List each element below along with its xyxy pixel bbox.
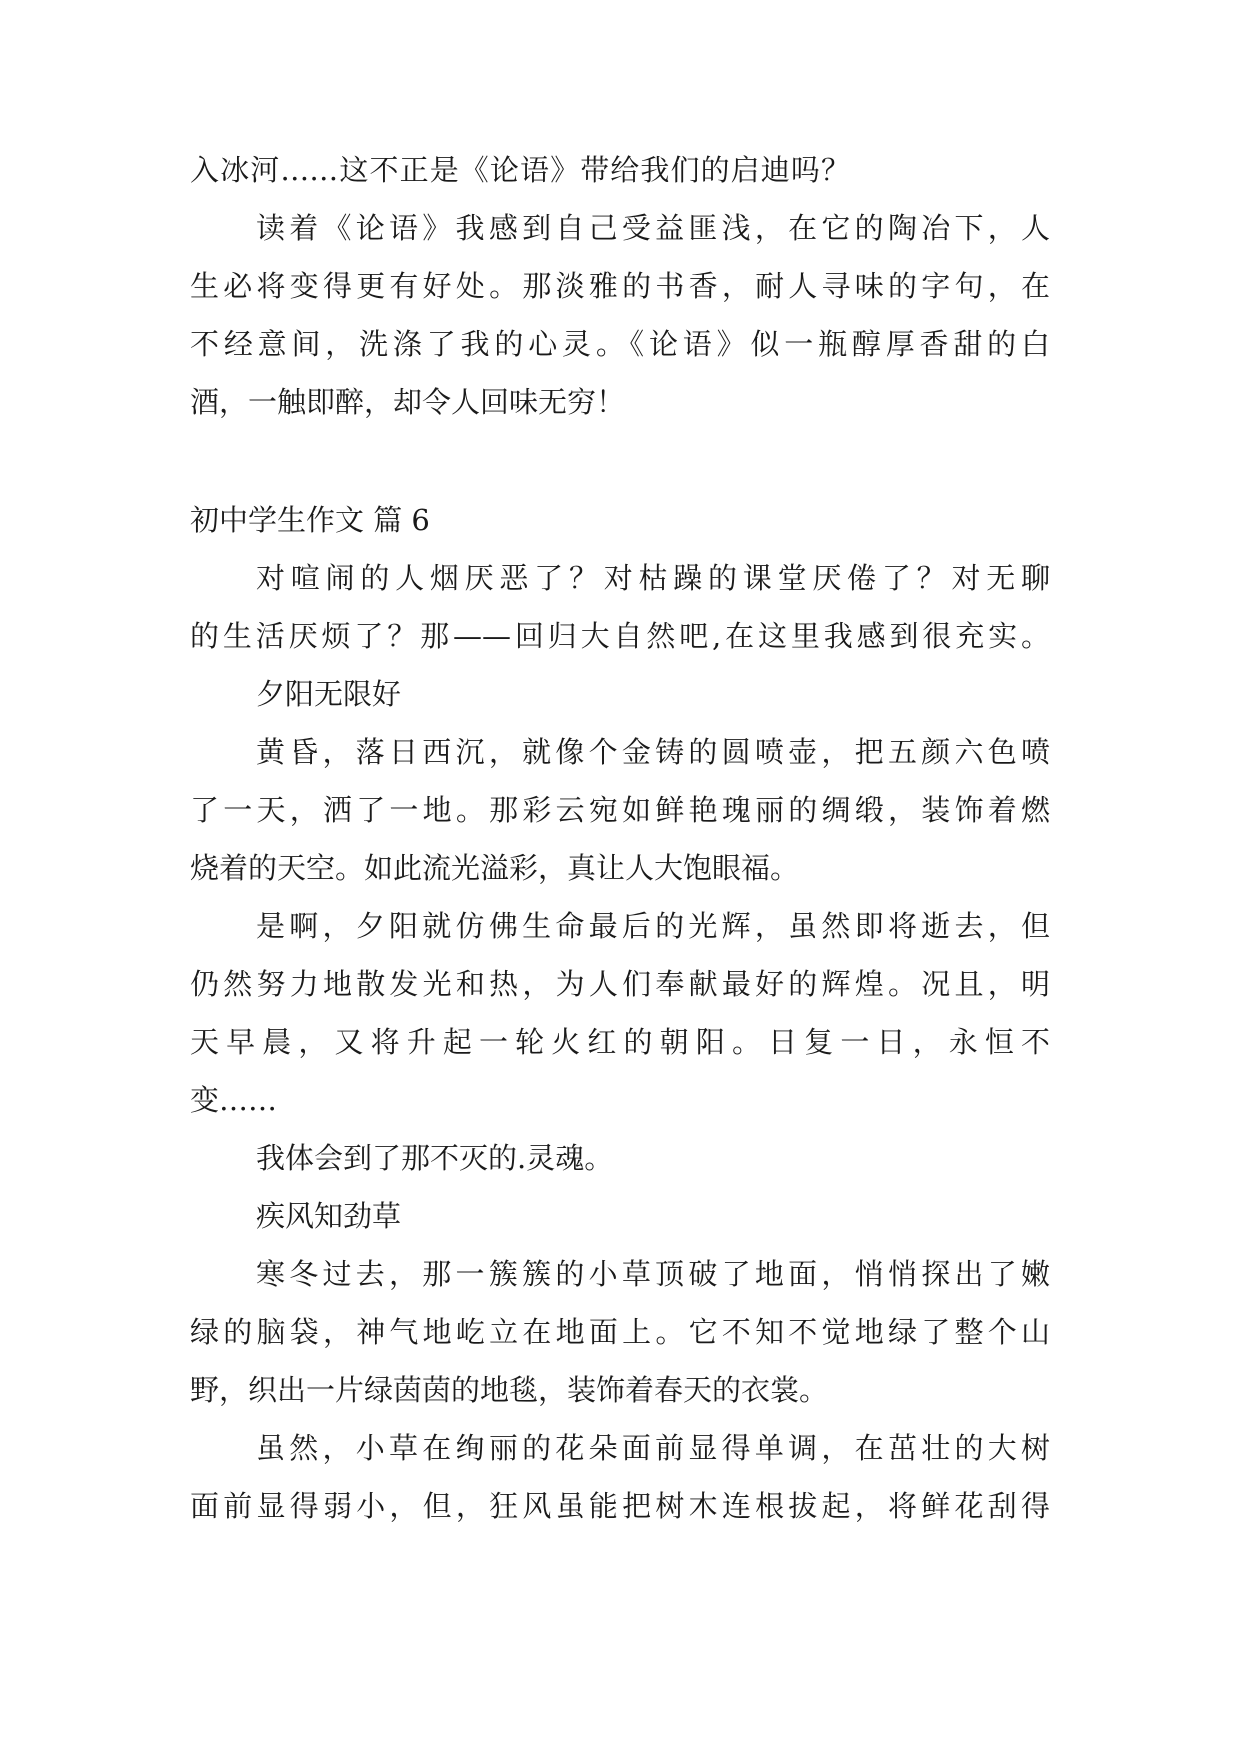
text-line: 仍然努力地散发光和热，为人们奉献最好的辉煌。况且，明 — [190, 967, 1050, 1001]
text-line: 入冰河……这不正是《论语》带给我们的启迪吗？ — [190, 153, 850, 187]
text-line: 生必将变得更有好处。那淡雅的书香，耐人寻味的字句，在 — [190, 269, 1050, 303]
paragraph-line: 虽然，小草在绚丽的花朵面前显得单调，在茁壮的大树 — [256, 1431, 1050, 1465]
text-line: 绿的脑袋，神气地屹立在地面上。它不知不觉地绿了整个山 — [190, 1315, 1050, 1349]
text-line: 酒，一触即醉，却令人回味无穷！ — [190, 385, 626, 419]
text-line: 天早晨，又将升起一轮火红的朝阳。日复一日，永恒不 — [190, 1025, 1050, 1059]
paragraph-line: 读着《论语》我感到自己受益匪浅，在它的陶冶下，人 — [256, 211, 1050, 245]
text-line: 面前显得弱小，但，狂风虽能把树木连根拔起，将鲜花刮得 — [190, 1489, 1050, 1523]
paragraph-line: 黄昏，落日西沉，就像个金铸的圆喷壶，把五颜六色喷 — [256, 735, 1050, 769]
text-line: 的生活厌烦了？那——回归大自然吧,在这里我感到很充实。 — [190, 619, 1050, 653]
paragraph-line: 我体会到了那不灭的.灵魂。 — [256, 1141, 614, 1175]
paragraph-line: 是啊，夕阳就仿佛生命最后的光辉，虽然即将逝去，但 — [256, 909, 1050, 943]
text-line: 不经意间，洗涤了我的心灵。《论语》似一瓶醇厚香甜的白 — [190, 327, 1050, 361]
paragraph-line: 寒冬过去，那一簇簇的小草顶破了地面，悄悄探出了嫩 — [256, 1257, 1050, 1291]
text-line: 野，织出一片绿茵茵的地毯，装饰着春天的衣裳。 — [190, 1373, 829, 1407]
text-line: 变…… — [190, 1083, 278, 1117]
text-line: 烧着的天空。如此流光溢彩，真让人大饱眼福。 — [190, 851, 800, 885]
text-line: 了一天，洒了一地。那彩云宛如鲜艳瑰丽的绸缎，装饰着燃 — [190, 793, 1050, 827]
subheading: 夕阳无限好 — [256, 677, 402, 711]
paragraph-line: 对喧闹的人烟厌恶了？对枯躁的课堂厌倦了？对无聊 — [256, 561, 1050, 595]
subheading: 疾风知劲草 — [256, 1199, 402, 1233]
section-title: 初中学生作文 篇 6 — [190, 503, 430, 537]
